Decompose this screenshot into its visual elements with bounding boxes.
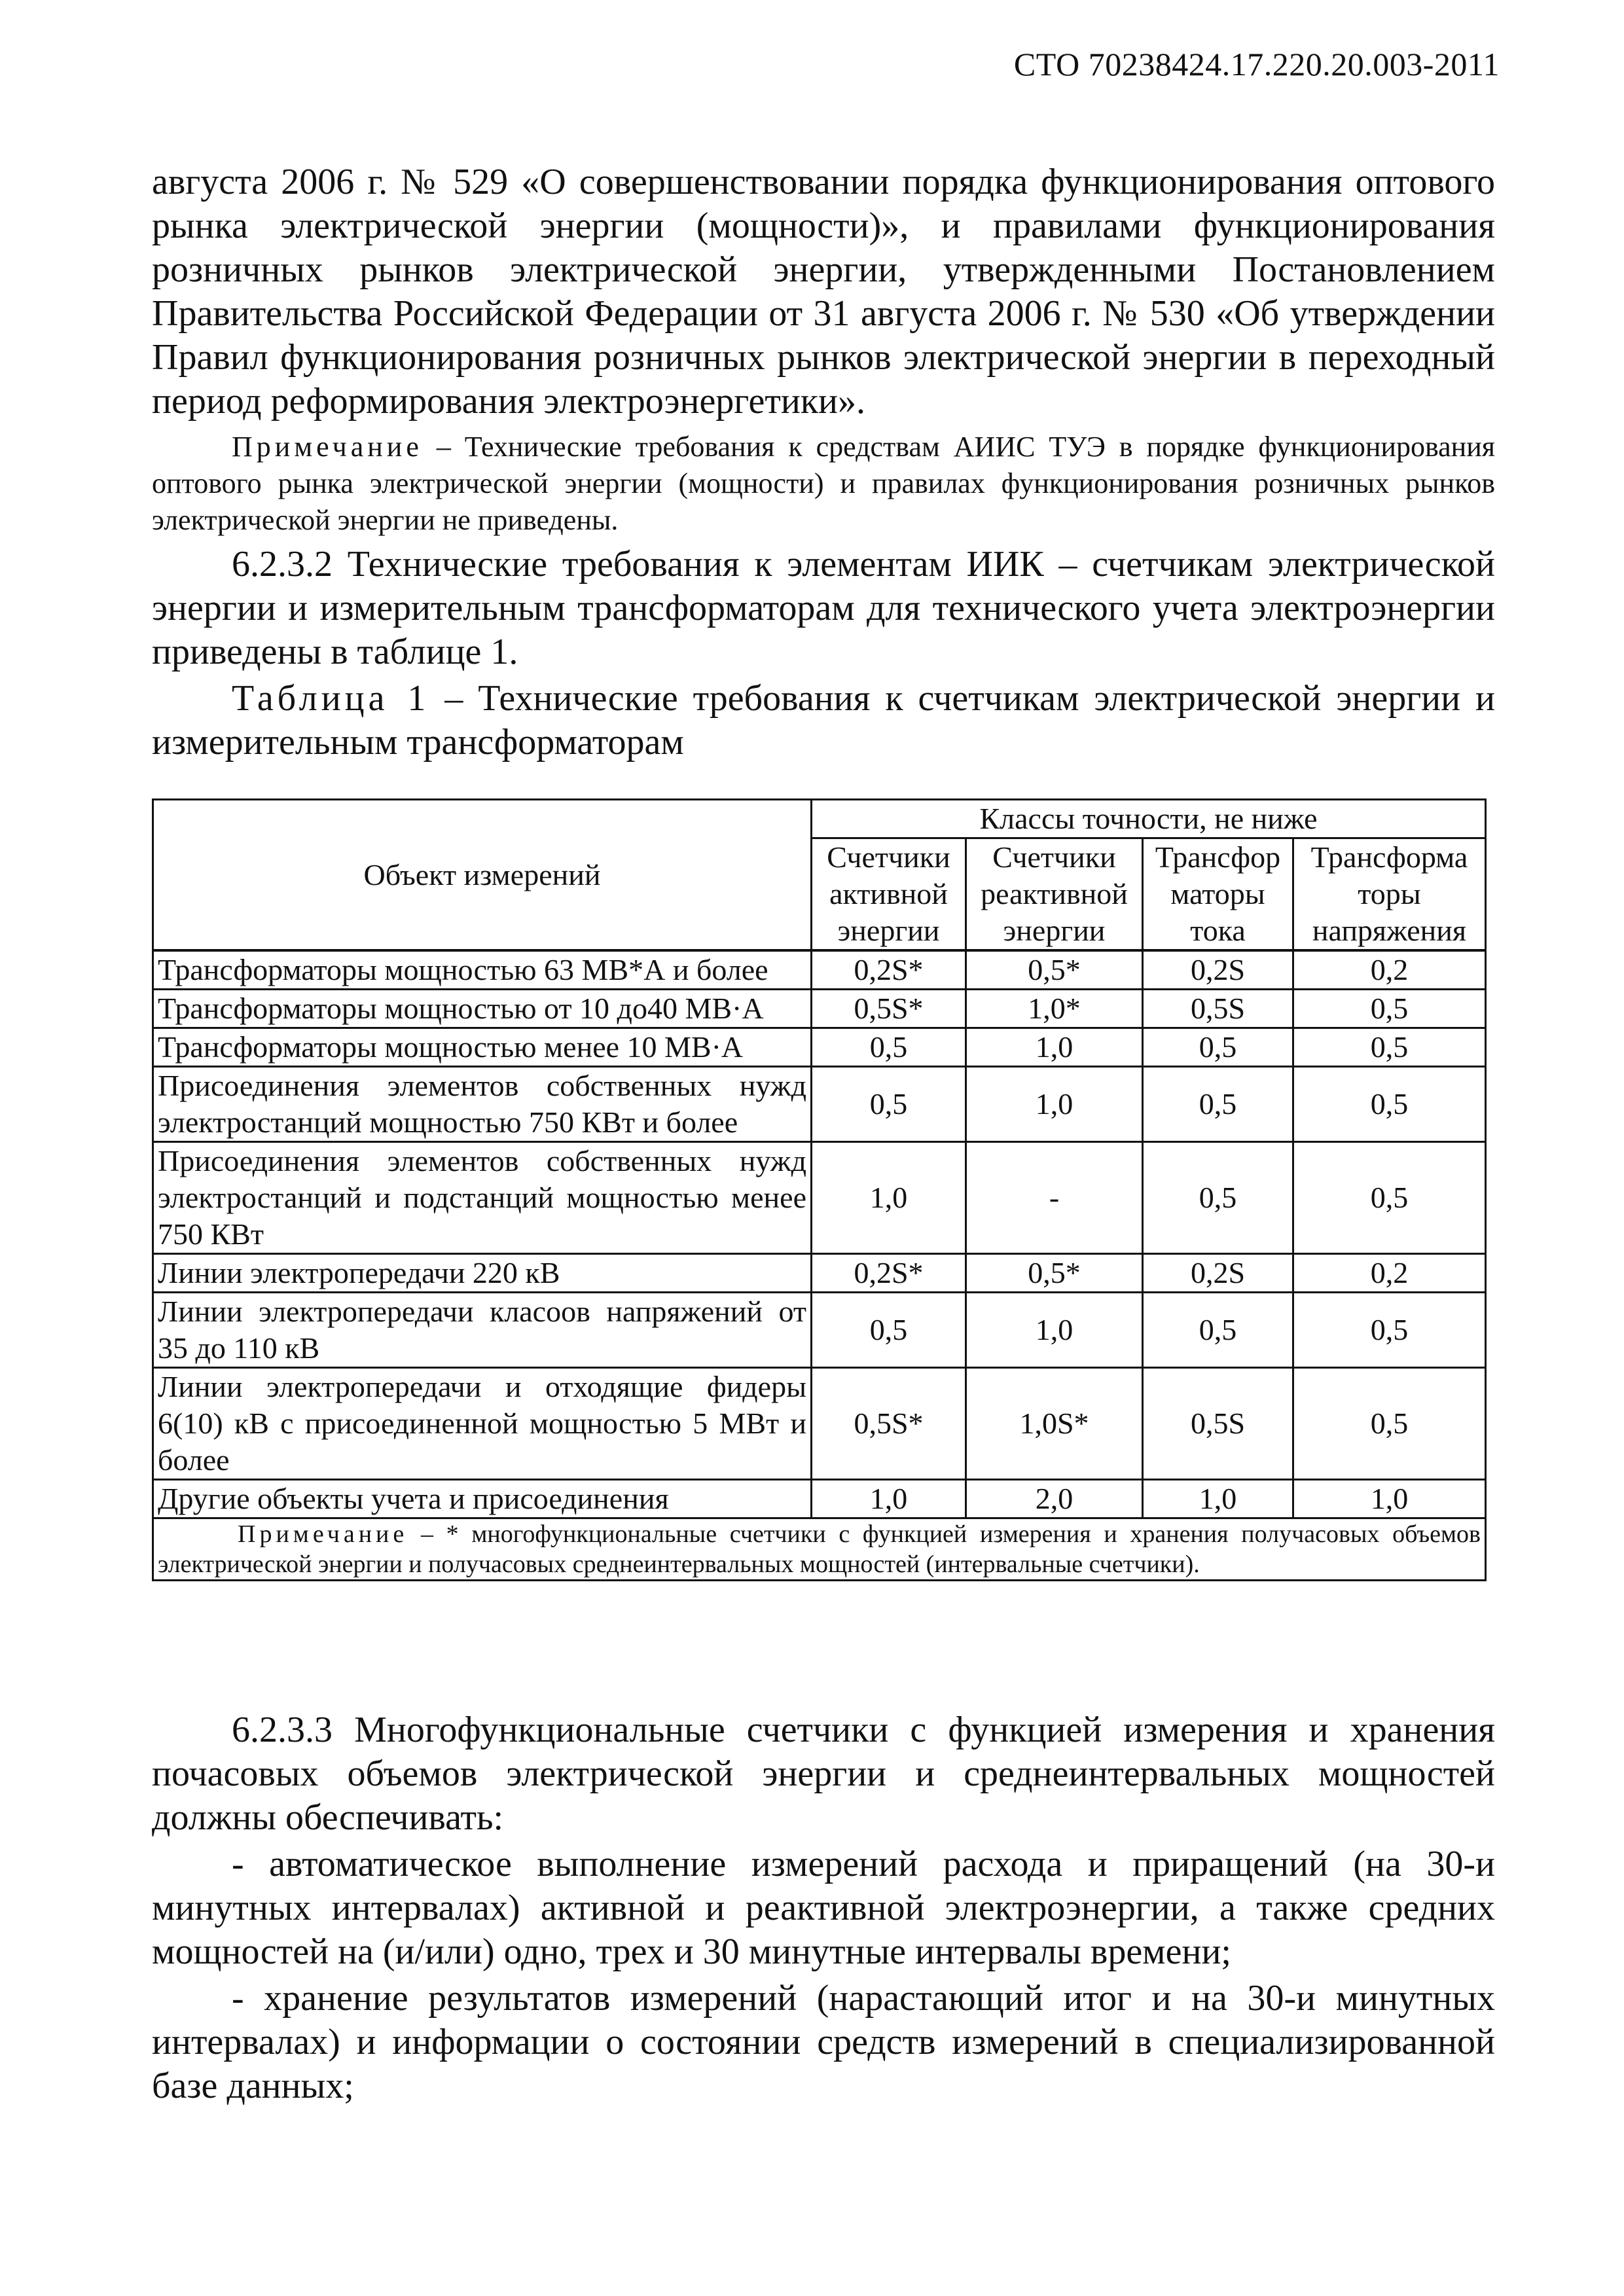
- row-value-voltage: 0,5: [1293, 990, 1486, 1028]
- table-note-text: – * многофункциональные счетчики с функцией измерения и хранения получасовых объемов электрической энергии и получасовых среднеинтервальных мощностей (интервальные счетчики).: [158, 1520, 1481, 1578]
- row-value-active: 0,5S*: [812, 1368, 966, 1480]
- list-item: - хранение результатов измерений (нарастающий итог и на 30-и минутных интервалах) и информации о состоянии средств измерений в специализированной базе данных;: [152, 1978, 1495, 2106]
- table-header-row: [153, 800, 1486, 838]
- table-note: [153, 1518, 1486, 1581]
- row-value-voltage: 0,5: [1293, 1368, 1486, 1480]
- table-row: [153, 990, 1486, 1028]
- row-value-reactive: 0,5*: [966, 1254, 1143, 1293]
- row-value-current: 1,0: [1143, 1480, 1293, 1518]
- document-code: СТО 70238424.17.220.20.003-2011: [1013, 46, 1500, 82]
- row-object: Трансформаторы мощностью от 10 до40 МВ·А: [153, 990, 812, 1028]
- header-reactive-meters: Счетчики реактивной энергии: [966, 838, 1143, 951]
- row-value-voltage: 0,2: [1293, 950, 1486, 990]
- intro-paragraph: августа 2006 г. № 529 «О совершенствовании порядка функционирования оптового рынка электрической энергии (мощности)», и правилами функционирования розничных рынков электрической энергии, утвержденными Постановлением Правительства Российской Федерации от 31 августа 2006 г. № 530 «Об утверждении Правил функционирования розничных рынков электрической энергии в переходный период реформирования электроэнергетики».: [152, 162, 1495, 422]
- row-value-current: 0,5S: [1143, 990, 1293, 1028]
- intro-block: [152, 160, 1495, 764]
- table-row: [153, 1480, 1486, 1518]
- section-6233-block: [152, 1708, 1495, 2108]
- row-value-active: 0,2S*: [812, 950, 966, 990]
- row-value-reactive: 1,0: [966, 1067, 1143, 1142]
- row-value-reactive: 2,0: [966, 1480, 1143, 1518]
- row-object: Линии электропередачи 220 кВ: [153, 1254, 812, 1293]
- section-6233-text: 6.2.3.3 Многофункциональные счетчики с функцией измерения и хранения почасовых объемов электрической энергии и среднеинтервальных мощностей должны обеспечивать:: [152, 1710, 1495, 1838]
- row-value-active: 0,5: [812, 1028, 966, 1067]
- row-value-current: 0,5: [1143, 1028, 1293, 1067]
- row-value-current: 0,5: [1143, 1142, 1293, 1254]
- intro-note: [152, 429, 1495, 539]
- intro-note-text: – Технические требования к средствам АИИС ТУЭ в порядке функционирования оптового рынка электрической энергии (мощности) и правилах функционирования розничных рынков электрической энергии не приведены.: [152, 431, 1496, 536]
- table-row: [153, 950, 1486, 990]
- table-note-label: Примечание: [238, 1520, 408, 1548]
- table-row: [153, 1028, 1486, 1067]
- row-value-voltage: 0,2: [1293, 1254, 1486, 1293]
- row-value-reactive: 0,5*: [966, 950, 1143, 990]
- row-object: Трансформаторы мощностью 63 МВ*А и более: [153, 950, 812, 990]
- table-row: [153, 1142, 1486, 1254]
- intro-note-label: Примечание: [232, 431, 423, 463]
- table-note-row: [153, 1518, 1486, 1581]
- header-accuracy-group: Классы точности, не ниже: [812, 800, 1486, 838]
- table-row: [153, 1254, 1486, 1293]
- header-voltage-transformers: Трансформа торы напряжения: [1293, 838, 1486, 951]
- row-value-active: 0,2S*: [812, 1254, 966, 1293]
- row-value-current: 0,5S: [1143, 1368, 1293, 1480]
- row-value-voltage: 0,5: [1293, 1067, 1486, 1142]
- row-value-active: 1,0: [812, 1480, 966, 1518]
- row-value-current: 0,2S: [1143, 1254, 1293, 1293]
- requirements-table: [152, 798, 1487, 1581]
- table-caption: [152, 677, 1495, 764]
- row-value-active: 1,0: [812, 1142, 966, 1254]
- row-object: Присоединения элементов собственных нужд электростанций и подстанций мощностью менее 750 КВт: [153, 1142, 812, 1254]
- table-caption-label: Таблица 1: [232, 678, 430, 719]
- list-item: - автоматическое выполнение измерений расхода и приращений (на 30-и минутных интервалах) активной и реактивной электроэнергии, а также средних мощностей на (и/или) одно, трех и 30 минутные интервалы времени;: [152, 1844, 1495, 1972]
- row-value-voltage: 1,0: [1293, 1480, 1486, 1518]
- row-object: Трансформаторы мощностью менее 10 МВ·А: [153, 1028, 812, 1067]
- table-row: [153, 1368, 1486, 1480]
- row-object: Линии электропередачи и отходящие фидеры 6(10) кВ с присоединенной мощностью 5 МВт и более: [153, 1368, 812, 1480]
- row-value-current: 0,5: [1143, 1067, 1293, 1142]
- table-row: [153, 1293, 1486, 1368]
- row-value-active: 0,5S*: [812, 990, 966, 1028]
- row-value-reactive: 1,0: [966, 1028, 1143, 1067]
- row-object: Линии электропередачи класоов напряжений от 35 до 110 кВ: [153, 1293, 812, 1368]
- row-value-current: 0,2S: [1143, 950, 1293, 990]
- row-value-reactive: 1,0*: [966, 990, 1143, 1028]
- table-row: [153, 1067, 1486, 1142]
- row-value-reactive: -: [966, 1142, 1143, 1254]
- row-object: Другие объекты учета и присоединения: [153, 1480, 812, 1518]
- row-value-voltage: 0,5: [1293, 1142, 1486, 1254]
- row-value-active: 0,5: [812, 1293, 966, 1368]
- table-caption-text: – Технические требования к счетчикам электрической энергии и измерительным трансформаторам: [152, 678, 1496, 762]
- row-object: Присоединения элементов собственных нужд электростанций мощностью 750 КВт и более: [153, 1067, 812, 1142]
- header-active-meters: Счетчики активной энергии: [812, 838, 966, 951]
- row-value-voltage: 0,5: [1293, 1293, 1486, 1368]
- row-value-reactive: 1,0S*: [966, 1368, 1143, 1480]
- section-6232-text: 6.2.3.2 Технические требования к элементам ИИК – счетчикам электрической энергии и измерительным трансформаторам для технического учета электроэнергии приведены в таблице 1.: [152, 544, 1495, 672]
- row-value-active: 0,5: [812, 1067, 966, 1142]
- row-value-voltage: 0,5: [1293, 1028, 1486, 1067]
- row-value-reactive: 1,0: [966, 1293, 1143, 1368]
- header-object: Объект измерений: [153, 800, 812, 951]
- row-value-current: 0,5: [1143, 1293, 1293, 1368]
- header-current-transformers: Трансфор маторы тока: [1143, 838, 1293, 951]
